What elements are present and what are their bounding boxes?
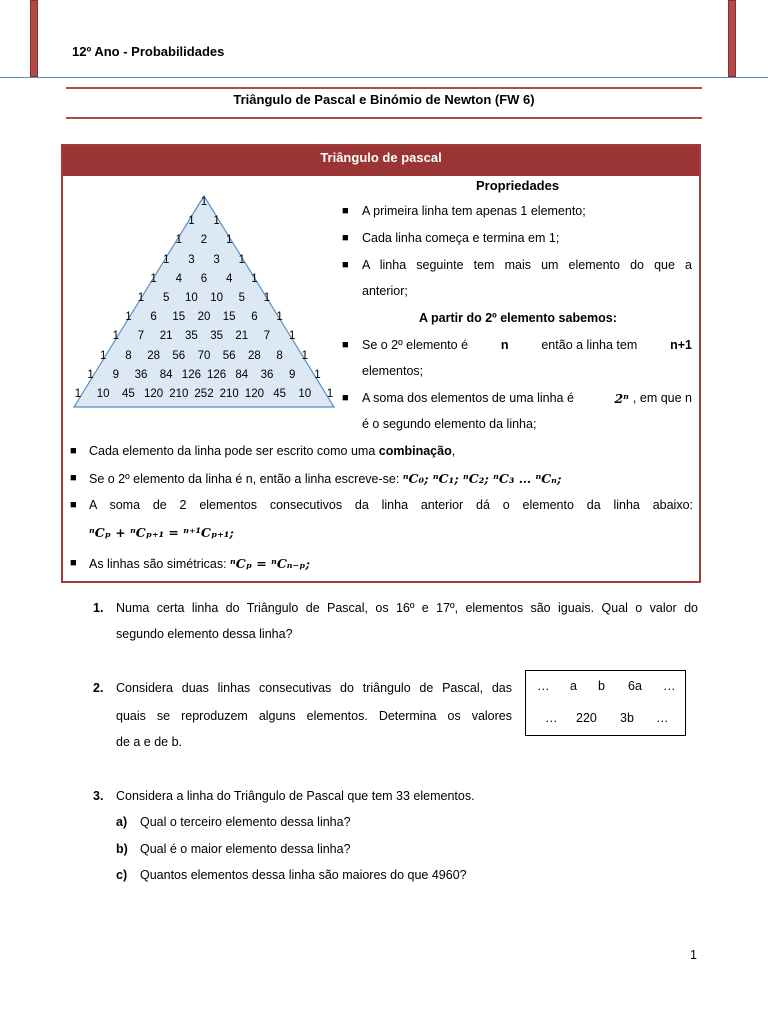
- triangle-number: 1: [314, 368, 321, 381]
- bullet-icon: ■: [342, 392, 349, 404]
- triangle-number: 56: [222, 349, 236, 362]
- triangle-number: 126: [181, 368, 201, 381]
- bullet-icon: ■: [70, 557, 77, 569]
- bullet-combination-end: ,: [451, 444, 456, 458]
- table-cell: 3b: [620, 711, 634, 725]
- triangle-number: 56: [172, 349, 186, 362]
- bullet-icon: ■: [70, 472, 77, 484]
- triangle-number: 45: [121, 388, 135, 400]
- triangle-number: 9: [112, 368, 119, 381]
- from-second-title: A partir do 2º elemento sabemos:: [419, 311, 617, 325]
- triangle-number: 1: [137, 292, 145, 304]
- bullet-symmetry-formula: ⁿCₚ = ⁿCₙ₋ₚ;: [230, 556, 310, 571]
- question-3c-label: c): [116, 868, 128, 882]
- triangle-number: 1: [301, 349, 308, 362]
- bullet-symmetry: [89, 556, 310, 571]
- table-cell: …: [656, 711, 669, 725]
- triangle-number: 8: [276, 349, 283, 362]
- second-prop-b: [362, 391, 692, 406]
- triangle-number: 1: [263, 292, 271, 304]
- second-prop-b-text1: A soma dos elementos de uma linha é: [362, 391, 574, 405]
- triangle-number: 3: [213, 253, 220, 266]
- table-cell: 6a: [628, 679, 642, 693]
- table-cell: …: [537, 679, 550, 693]
- question-3a-label: a): [116, 815, 128, 829]
- triangle-number: 6: [200, 272, 208, 285]
- second-prop-a-cont: elementos;: [362, 364, 424, 378]
- triangle-number: 2: [200, 234, 208, 247]
- bullet-icon: ■: [342, 259, 349, 271]
- triangle-number: 1: [112, 330, 119, 343]
- bullet-combination-bold: combinação: [378, 444, 452, 458]
- triangle-number: 10: [184, 292, 198, 304]
- triangle-number: 1: [74, 388, 82, 400]
- question-3b-label: b): [116, 842, 128, 856]
- question-3b-text: Qual é o maior elemento dessa linha?: [140, 842, 351, 856]
- question-3-text: Considera a linha do Triângulo de Pascal que tem 33 elementos.: [116, 789, 475, 803]
- question-2-table: [525, 670, 686, 736]
- table-cell: a: [570, 679, 577, 693]
- triangle-number: 1: [200, 196, 208, 208]
- triangle-number: 10: [298, 388, 312, 400]
- triangle-number: 1: [99, 349, 107, 362]
- second-prop-b-power: 2ⁿ: [614, 391, 629, 406]
- triangle-number: 120: [244, 388, 264, 400]
- triangle-number: 8: [125, 349, 132, 362]
- document-title: Triângulo de Pascal e Binómio de Newton (FW 6): [233, 92, 535, 107]
- triangle-number: 120: [144, 388, 164, 400]
- triangle-number: 36: [260, 368, 274, 381]
- property-1: A primeira linha tem apenas 1 elemento;: [362, 204, 586, 218]
- question-3c-text: Quantos elementos dessa linha são maiores do que 4960?: [140, 868, 467, 882]
- page-number: 1: [690, 948, 697, 962]
- property-3-cont: anterior;: [362, 284, 408, 298]
- triangle-number: 1: [87, 368, 94, 381]
- triangle-number: 1: [175, 234, 182, 247]
- triangle-number: 4: [175, 272, 182, 285]
- bullet-row-notation-formula: ⁿC₀; ⁿC₁; ⁿC₂; ⁿC₃ … ⁿCₙ;: [402, 471, 562, 486]
- triangle-number: 35: [184, 330, 198, 343]
- triangle-number: 15: [222, 311, 236, 324]
- bullet-sum-rule: A soma de 2 elementos consecutivos da linha anterior dá o elemento da linha abaixo:: [89, 498, 693, 512]
- question-2-line-2: quais se reproduzem alguns elementos. Determina os valores: [116, 709, 512, 723]
- question-1-number: 1.: [93, 601, 104, 615]
- triangle-number: 1: [162, 253, 170, 266]
- triangle-number: 36: [134, 368, 148, 381]
- table-cell: 220: [576, 711, 597, 725]
- header-course: 12º Ano - Probabilidades: [72, 44, 225, 59]
- triangle-number: 21: [235, 330, 249, 343]
- bullet-icon: ■: [342, 339, 349, 351]
- triangle-number: 1: [276, 311, 283, 324]
- triangle-number: 1: [150, 272, 157, 285]
- triangle-number: 7: [263, 330, 271, 343]
- triangle-number: 1: [125, 311, 132, 324]
- triangle-number: 28: [147, 349, 160, 362]
- question-2-number: 2.: [93, 681, 104, 695]
- bullet-icon: ■: [342, 232, 349, 244]
- question-2-line-3: de a e de b.: [116, 735, 183, 749]
- triangle-number: 5: [238, 292, 245, 304]
- triangle-number: 6: [251, 311, 258, 324]
- second-prop-b-text2: , em que n: [632, 391, 692, 405]
- bullet-icon: ■: [70, 445, 77, 457]
- triangle-number: 126: [207, 368, 227, 381]
- table-cell: …: [545, 711, 558, 725]
- triangle-number: 1: [188, 215, 195, 228]
- triangle-number: 20: [197, 311, 211, 324]
- question-2-line-1: Considera duas linhas consecutivas do triângulo de Pascal, das: [116, 681, 512, 695]
- triangle-number: 4: [225, 272, 233, 285]
- triangle-number: 6: [150, 311, 157, 324]
- triangle-number: 1: [326, 388, 334, 400]
- triangle-number: 35: [210, 330, 223, 343]
- bullet-icon: ■: [70, 499, 77, 511]
- triangle-number: 10: [96, 388, 110, 400]
- table-cell: b: [598, 679, 605, 693]
- triangle-number: 1: [238, 253, 245, 266]
- triangle-number: 1: [213, 215, 220, 228]
- triangle-number: 5: [162, 292, 170, 304]
- triangle-number: 1: [288, 330, 296, 343]
- second-prop-a-text2: então a linha tem: [541, 338, 638, 352]
- second-prop-b-cont: é o segundo elemento da linha;: [362, 417, 537, 431]
- question-3-number: 3.: [93, 789, 104, 803]
- triangle-number: 70: [197, 349, 211, 362]
- bullet-combination-text: Cada elemento da linha pode ser escrito como uma: [89, 444, 376, 458]
- second-prop-a-n: n: [500, 338, 509, 352]
- triangle-number: 3: [188, 253, 195, 266]
- triangle-number: 10: [210, 292, 223, 304]
- question-1-line-2: segundo elemento dessa linha?: [116, 627, 293, 641]
- triangle-number: 9: [288, 368, 296, 381]
- triangle-number: 1: [225, 234, 233, 247]
- triangle-number: 21: [159, 330, 173, 343]
- bullet-symmetry-text: As linhas são simétricas:: [89, 557, 227, 571]
- triangle-number: 45: [273, 388, 286, 400]
- bullet-combination: [89, 444, 455, 458]
- bullet-row-notation: [89, 471, 562, 486]
- triangle-number: 7: [137, 330, 145, 343]
- triangle-number: 210: [219, 388, 239, 400]
- second-prop-a: [362, 338, 692, 352]
- table-cell: …: [663, 679, 676, 693]
- triangle-number: 1: [251, 272, 258, 285]
- question-3a-text: Qual o terceiro elemento dessa linha?: [140, 815, 351, 829]
- triangle-number: 28: [247, 349, 261, 362]
- properties-title: Propriedades: [476, 178, 560, 193]
- triangle-number: 84: [159, 368, 173, 381]
- property-2: Cada linha começa e termina em 1;: [362, 231, 560, 245]
- triangle-number: 252: [194, 388, 214, 400]
- property-3: A linha seguinte tem mais um elemento do que a: [362, 258, 692, 272]
- bullet-row-notation-text: Se o 2º elemento da linha é n, então a linha escreve-se:: [89, 472, 400, 486]
- question-1-line-1: Numa certa linha do Triângulo de Pascal, os 16º e 17º, elementos são iguais. Qual o valor do: [116, 601, 698, 615]
- box-heading: Triângulo de pascal: [63, 146, 699, 176]
- triangle-number: 15: [172, 311, 186, 324]
- second-prop-a-n1: n+1: [670, 338, 692, 352]
- triangle-number: 210: [169, 388, 189, 400]
- triangle-number: 84: [235, 368, 249, 381]
- bullet-icon: ■: [342, 205, 349, 217]
- second-prop-a-text1: Se o 2º elemento é: [362, 338, 469, 352]
- bullet-sum-formula: ⁿCₚ + ⁿCₚ₊₁ = ⁿ⁺¹Cₚ₊₁;: [89, 525, 234, 540]
